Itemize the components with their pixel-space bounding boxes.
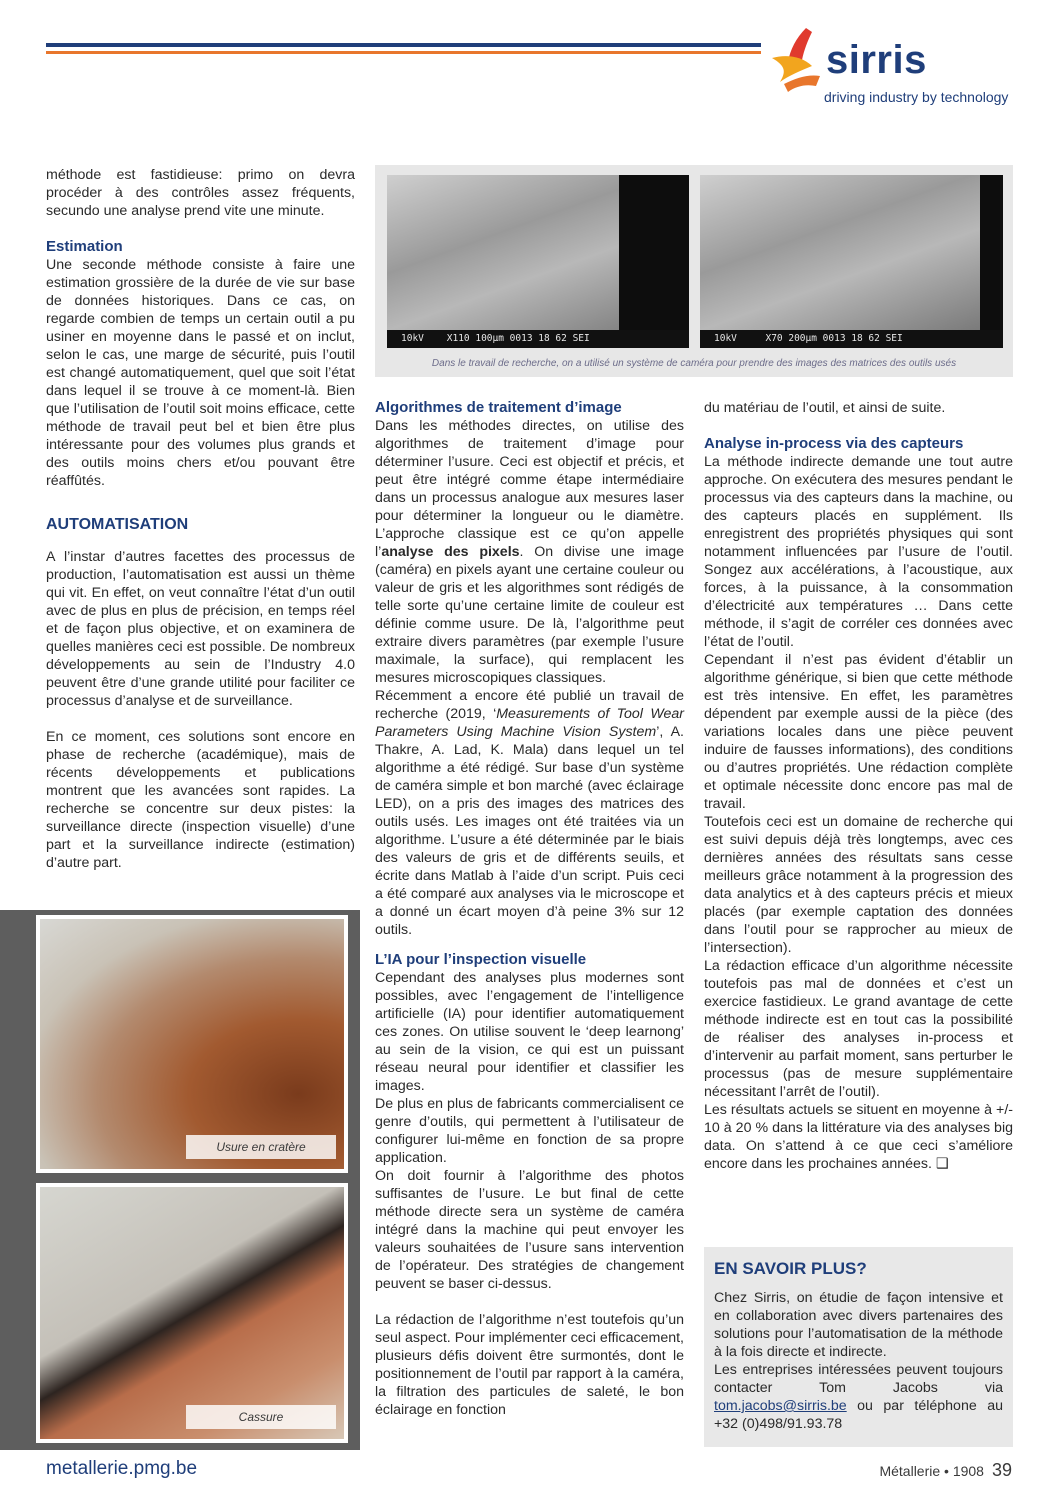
- footer-issue: Métallerie • 1908 39: [879, 1460, 1012, 1480]
- photo-caption: Dans le travail de recherche, on a utilisé un système de caméra pour prendre des images des matrices des outils usés: [431, 358, 957, 369]
- paragraph: La rédaction efficace d’un algorithme nécessite toutefois pas mal de données et c’est un exercice fastidieux. Le grand avantage de cette méthode indirecte est en tout cas la possibilité de réaliser des analyses in-process et d’intervenir au parfait moment, sans perturber le processus (pas de mesure supplémentaire nécessitant l’arrêt de l’outil).: [704, 958, 1013, 1100]
- paragraph: On doit fournir à l’algorithme des photos suffisantes de l’usure. Le but final de cette méthode directe sera un système de caméra intégré dans la machine qui peut envoyer les valeurs souhaitées de l’usure sans intervention de l’opérateur. Des stratégies de changement peuvent se baser ci-dessus.: [375, 1168, 684, 1292]
- column-left: [46, 166, 355, 872]
- paragraph: A l’instar d’autres facettes des processus de production, l’automatisation est aussi un thème qui vit. En effet, on veut connaître l’état d’un outil avec de plus en plus de précision, en temps réel et de façon plus objective, et on examinera de quelles manières ceci est possible. De nombreux développements au sein de l’Industry 4.0 peuvent être d’une grande utilité pour faciliter ce processus d’analyse et de surveillance.: [46, 549, 355, 709]
- paragraph: Chez Sirris, on étudie de façon intensive et en collaboration avec divers partenaires des solutions pour l’automatisation de la méthode à la fois directe et indirecte.: [714, 1290, 1003, 1360]
- paragraph: Les résultats actuels se situent en moyenne à +/- 10 à 20 % dans la littérature via des analyses big data. On s’attend à ce que ceci s’améliore encore dans les prochaines années. ❑: [704, 1102, 1013, 1172]
- heading-ia: L’IA pour l’inspection visuelle: [375, 951, 587, 968]
- citation-title: Measurements of Tool Wear Parameters Using Machine Vision System: [375, 706, 684, 740]
- paragraph: Une seconde méthode consiste à faire une estimation grossière de la durée de vie sur base de données historiques. Dans ce cas, on regarde combien de temps un certain outil a pu usiner en moyenne dans le passé et on inclut, selon le cas, une marge de sécurité, puis l’outil est changé automatiquement, quel que soit l’état dans lequel il se trouve à ce moment-là. Bien que l’utilisation de l’outil soit moins efficace, cette méthode de travail peut bel et bien être plus intéressante pour des volumes plus grands et des outils moins chers et/ou pouvant être réaffûtés.: [46, 257, 355, 489]
- brand-tagline: driving industry by technology: [824, 89, 1009, 105]
- column-middle: [375, 399, 684, 1419]
- heading-automatisation: AUTOMATISATION: [46, 516, 189, 533]
- end-mark-icon: ❑: [935, 1156, 949, 1172]
- info-box-title: EN SAVOIR PLUS?: [714, 1259, 867, 1278]
- page-number: 39: [991, 1460, 1012, 1480]
- paragraph: du matériau de l’outil, et ainsi de suite.: [704, 400, 946, 416]
- heading-in-process: Analyse in-process via des capteurs: [704, 435, 964, 452]
- paragraph: méthode est fastidieuse: primo on devra procéder à des contrôles assez fréquents, secundo une analyse prend vite une minute.: [46, 167, 355, 219]
- sem-image-1: [387, 175, 689, 348]
- paragraph: La rédaction de l’algorithme n’est toutefois qu’un seul aspect. Pour implémenter ceci efficacement, plusieurs défis doivent être surmontés, dont le positionnement de l’outil par rapport à la caméra, la filtration des particules de saleté, le bon éclairage en fonction: [375, 1312, 684, 1418]
- footer-website-link[interactable]: metallerie.pmg.be: [46, 1458, 198, 1479]
- header-rule-orange: [46, 51, 761, 54]
- sem-photo-panel: [375, 165, 1013, 377]
- email-link[interactable]: tom.jacobs@sirris.be: [714, 1398, 847, 1414]
- paragraph: Cependant des analyses plus modernes sont possibles, avec l’engagement de l’intelligence artificielle (IA) pour identifier automatiquement ces zones. On utilise souvent le ‘deep learnong’ au sein de la vision, ce qui est un puissant réseau neural pour identifier et classifier les images.: [375, 970, 684, 1094]
- paragraph: Récemment a encore été publié un travail de recherche (2019, ‘Measurements of Tool Wear Parameters Using Machine Vision System’, A. Thakre, A. Lad, K. Mala) dans lequel un tel algorithme a été rédigé. Sur base d’un système de caméra simple et bon marché (avec éclairage LED), on a pris des images des matrices des outils usés. Les images ont été traitées via un algorithme. L’usure a été déterminée par le biais des valeurs de gris et de différents seuils, et écrite dans Matlab à l’aide d’un script. Puis ceci a été comparé aux analyses via le microscope et a donné un écart moyen d’à peine 3% sur 12 outils.: [375, 688, 684, 938]
- brand-name: sirris: [826, 38, 927, 82]
- paragraph: La méthode indirecte demande une tout autre approche. On exécutera des mesures pendant le processus via des capteurs dans la machine, ou des capteurs placés en supplément. Ils enregistrent des propriétés physiques qui sont notamment influencées par l’usure de l’outil. Songez aux accélérations, à l’acoustique, aux forces, à la puissance, à la consommation d’électricité aux températures … Dans cette méthode, il s’agit de corréler ces données avec l’état de l’outil.: [704, 454, 1013, 650]
- heading-estimation: Estimation: [46, 238, 123, 255]
- sem-meta: 10kV X110 100µm 0013 18 62 SEI: [387, 330, 689, 348]
- micro-caption: Usure en cratère: [186, 1135, 336, 1159]
- micro-photo-crater-wear: [36, 915, 348, 1173]
- heading-algorithmes: Algorithmes de traitement d’image: [375, 399, 622, 416]
- paragraph: En ce moment, ces solutions sont encore en phase de recherche (académique), mais de récents développements et publications montrent que les avancées sont rapides. La recherche se concentre sur deux pistes: la surveillance directe (inspection visuelle) d’une part et la surveillance indirecte (estimation) d’autre part.: [46, 729, 355, 871]
- paragraph: De plus en plus de fabricants commercialisent ce genre d’outils, qui permettent à l’utilisateur de configurer lui-même en fonction de sa propre application.: [375, 1096, 684, 1166]
- emphasis: analyse des pixels: [381, 544, 520, 560]
- sem-meta: 10kV X70 200µm 0013 18 62 SEI: [700, 330, 1003, 348]
- paragraph: Les entreprises intéressées peuvent toujours contacter Tom Jacobs via tom.jacobs@sirris.be ou par téléphone au +32 (0)498/91.93.78: [714, 1362, 1003, 1432]
- column-right: [704, 399, 1013, 1173]
- micro-caption: Cassure: [186, 1405, 336, 1429]
- header-rule-blue: [46, 43, 761, 47]
- sem-image-2: [700, 175, 1003, 348]
- micro-photo-fracture: [36, 1183, 348, 1443]
- paragraph: Toutefois ceci est un domaine de recherche qui est suivi depuis déjà très longtemps, avec ces dernières années des résultats sans cesse meilleurs grâce notamment à la progression des data analytics et à des capteurs précis et mieux placés (par exemple captation des données dans l’outil pour se rapprocher au mieux de l’intersection).: [704, 814, 1013, 956]
- info-box: [704, 1247, 1013, 1447]
- paragraph: Dans les méthodes directes, on utilise des algorithmes de traitement d’image pour déterminer l’usure. Ceci est objectif et précis, et peut être intégré comme étape intermédiaire dans un processus analogue aux mesures laser pour déterminer la longueur ou le diamètre. L’approche classique est ce qu’on appelle l’analyse des pixels. On divise une image (caméra) en pixels ayant une certaine couleur ou valeur de gris et les algorithmes sont rédigés de telle sorte qu’une certaine limite de couleur est définie comme usure. De là, l’algorithme peut extraire divers paramètres (par exemple l’usure maximale, la surface), qui remplacent les mesures microscopiques classiques.: [375, 418, 684, 686]
- paragraph: Cependant il n’est pas évident d’établir un algorithme générique, si bien que cette méthode est très intensive. En effet, les paramètres dépendent par exemple aussi de la pièce (des variations locales dans une pièce peuvent induire de fausses informations), des conditions ou d’autres propriétés. Une rédaction complète et optimale nécessite donc encore pas mal de travail.: [704, 652, 1013, 812]
